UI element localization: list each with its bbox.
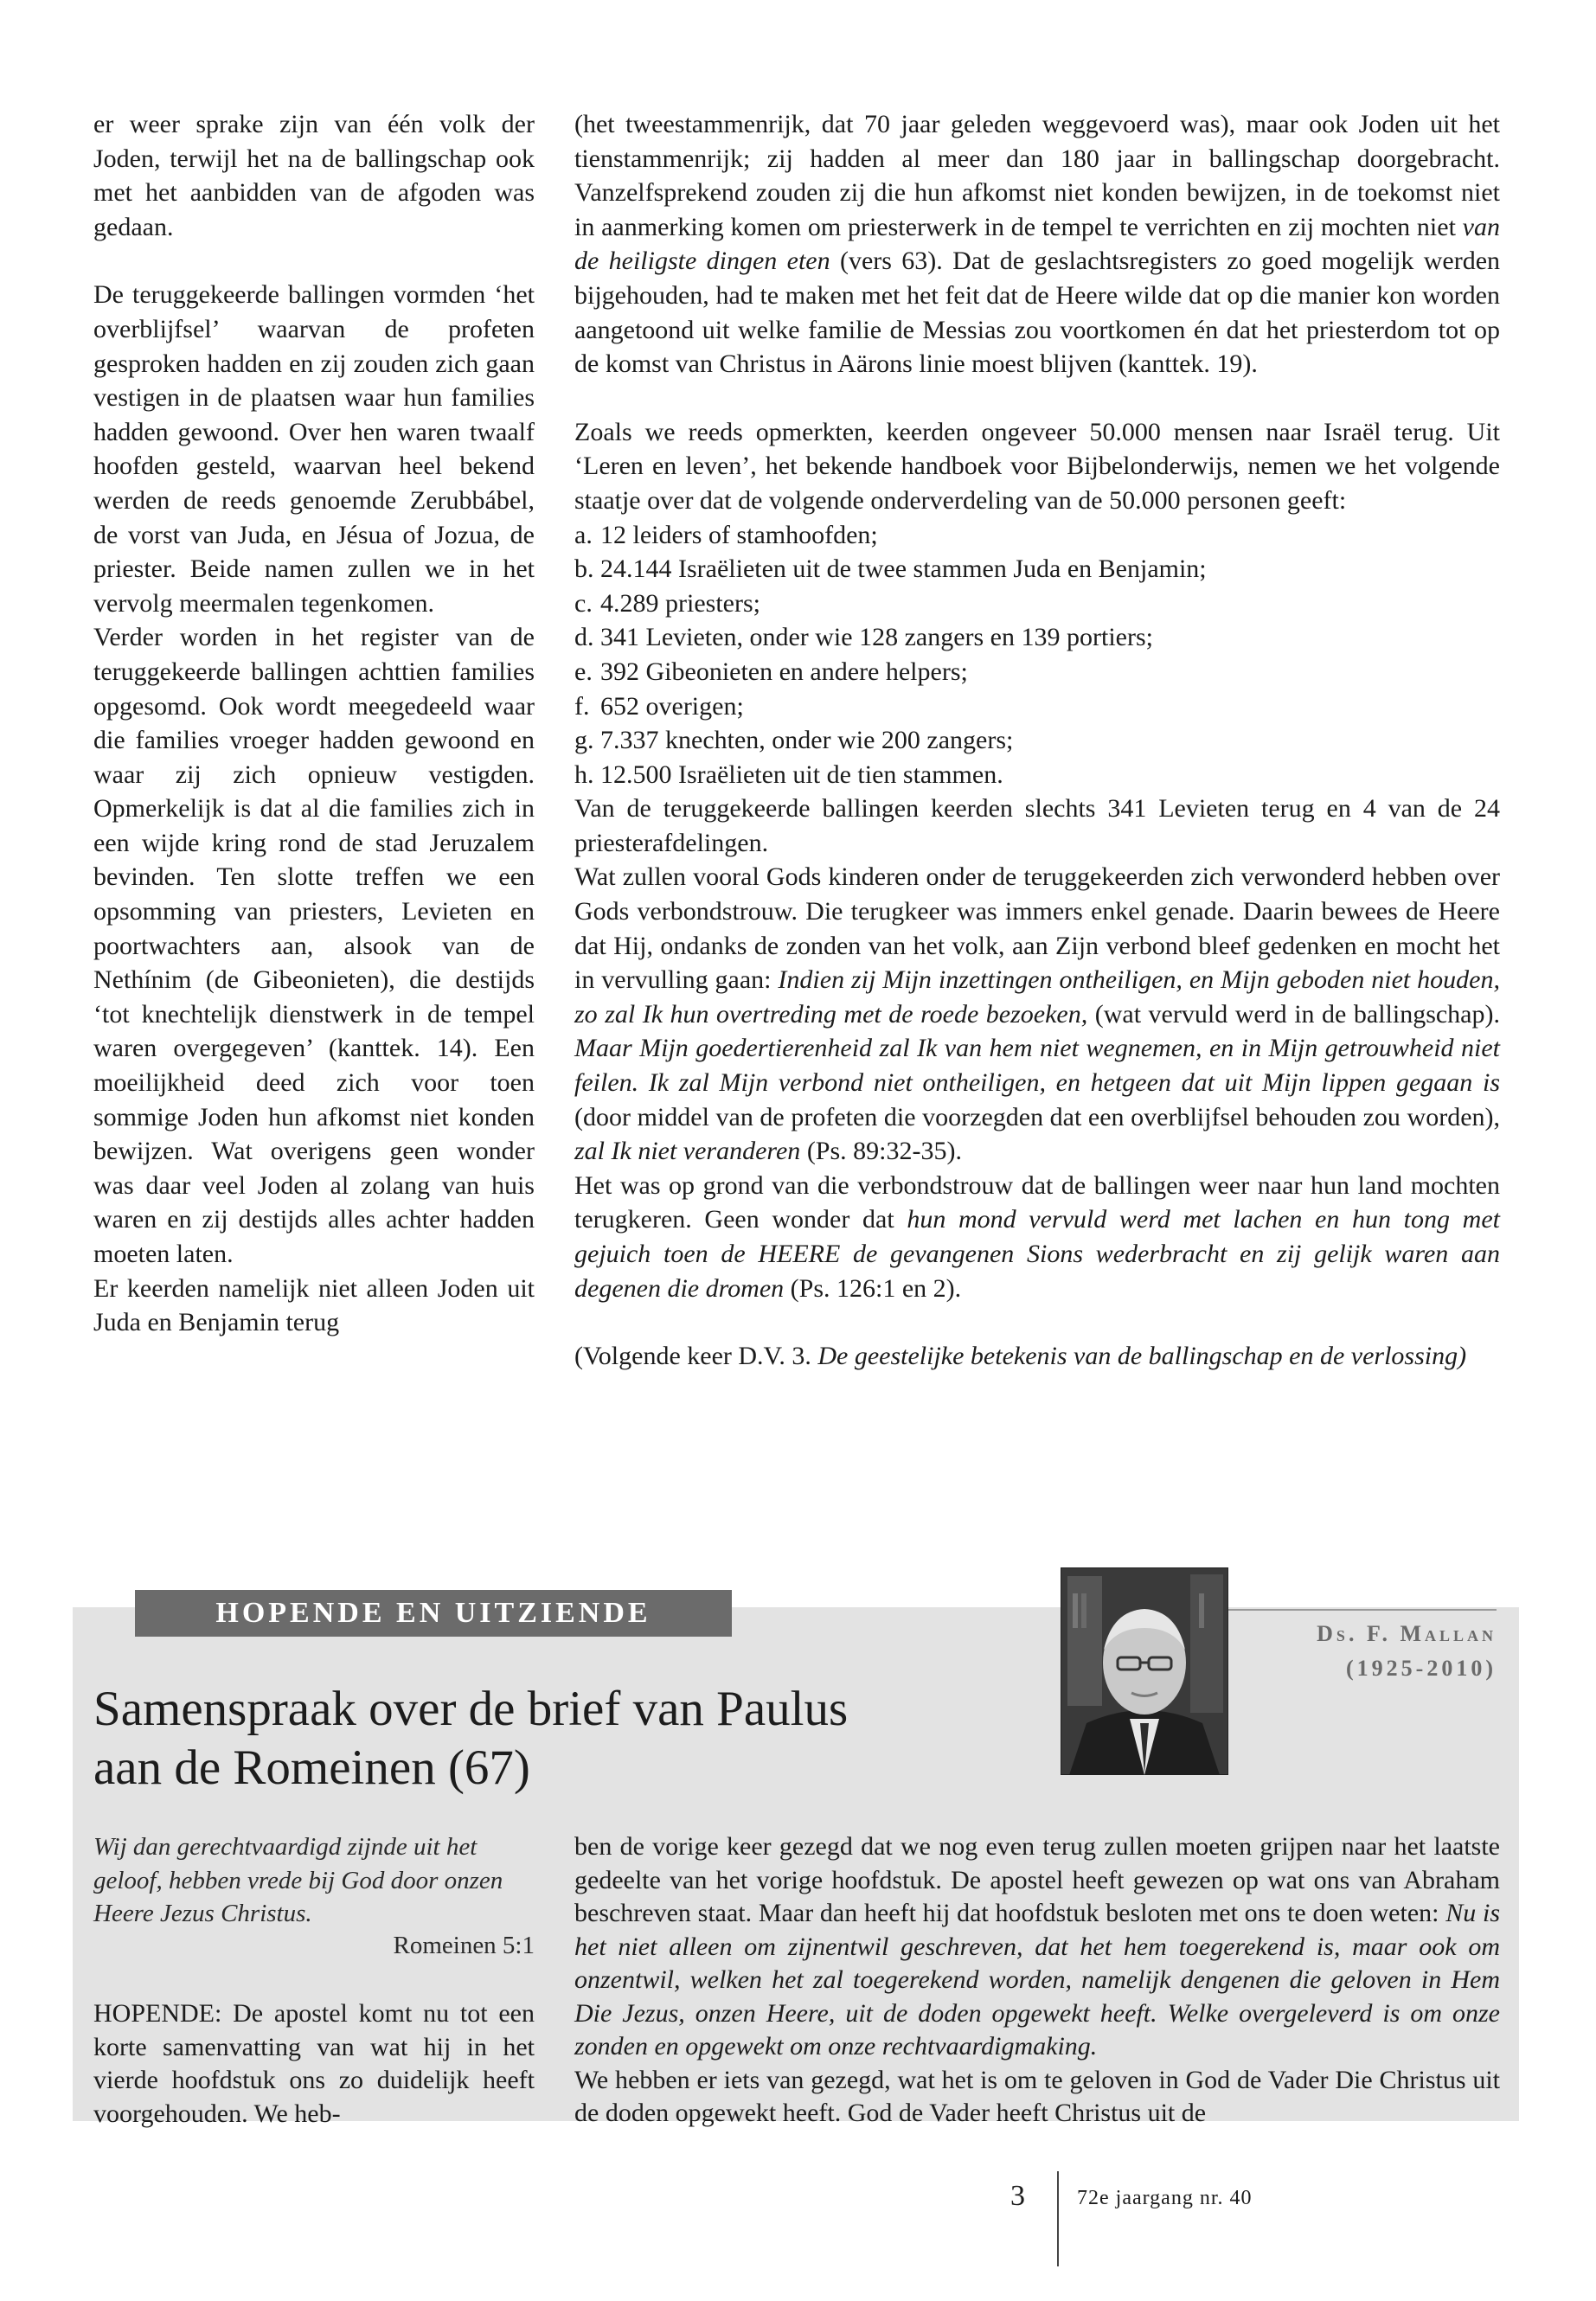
page-number: 3 [1010,2180,1025,2212]
list-item: b. 24.144 Israëlieten uit de twee stammen Juda en Benjamin; [574,554,1207,584]
header-rule [1228,1609,1497,1611]
right-paragraph-1: (het tweestammenrijk, dat 70 jaar geleden weggevoerd was), maar ook Joden uit het tienstammenrijk; zij hadden al meer dan 180 jaar in ballingschap doorgebracht. Vanzelfsprekend zouden zij die hun afkomst niet konden bewijzen, in de toekomst niet in aanmerking komen om priesterwerk in de tempel te verrichten en zij mochten niet van de heiligste dingen eten (vers 63). Dat de geslachtsregisters zo goed mogelijk werden bijgehouden, had te maken met het feit dat de Heere wilde dat op die manier kon worden aangetoond uit welke familie de Messias zou voortkomen én dat het priesterdom tot op de komst van Christus in Aärons linie moest blijven (kanttek. 19). [574,110,1501,379]
article-title: Samenspraak over de brief van Paulus aan de Romeinen (67) [93,1682,849,1795]
list-item: e. 392 Gibeonieten en andere helpers; [574,657,968,686]
right-column [574,107,1500,1374]
distribution-list [574,518,1500,792]
box-right-paragraph-1: ben de vorige keer gezegd dat we nog even terug zullen moeten grijpen naar het laatste gedeelte van het vorige hoofdstuk. De apostel heeft gewezen op wat ons van Abraham beschreven staat. Maar dan heeft hij dat hoofdstuk besloten met ons te doen weten: Nu is het niet alleen om zijnentwil geschreven, dat het hem toegerekend is, maar ook om onzentwil, welken het zal toegerekend worden, namelijk dengenen die geloven in Hem Die Jezus, onzen Heere, uit de doden opgewekt heeft. Welke overgeleverd is om onze zonden en opgewekt om onze rechtvaardigmaking. [574,1832,1500,2061]
left-paragraph-4: Er keerden namelijk niet alleen Joden uit Juda en Benjamin terug [93,1273,535,1337]
right-paragraph-4: Wat zullen vooral Gods kinderen onder de teruggekeerden zich verwonderd hebben over Gods verbondstrouw. Die terugkeer was immers enkel genade. Daarin bewees de Heere dat Hij, ondanks de zonden van het volk, aan Zijn verbond bleef gedenken en mocht het in vervulling gaan: Indien zij Mijn inzettingen ontheiligen, en Mijn geboden niet houden, zo zal Ik hun overtreding met de roede bezoeken, (wat vervuld werd in de ballingschap). Maar Mijn goedertierenheid zal Ik van hem niet wegnemen, en in Mijn getrouwheid niet feilen. Ik zal Mijn verbond niet ontheiligen, en hetgeen dat uit Mijn lippen gegaan is (door middel van de profeten die voorzegden dat een overblijfsel behouden zou worden), zal Ik niet veranderen (Ps. 89:32-35). [574,862,1500,1166]
epigraph-quote: Wij dan gerechtvaardigd zijnde uit het geloof, hebben vrede bij God door onzen Heere Jezus Christus. [93,1833,503,1927]
box-right-paragraph-2: We hebben er iets van gezegd, wat het is om te geloven in God de Vader Die Christus uit de doden opgewekt heeft. God de Vader heeft Christus uit de [574,2065,1500,2127]
list-item: h. 12.500 Israëlieten uit de tien stammen. [574,760,1003,789]
author-portrait [1061,1567,1228,1775]
box-left-text: HOPENDE: De apostel komt nu tot een korte samenvatting van wat hij in het vierde hoofdstuk ons zo duidelijk heeft voorgehouden. We heb- [93,1999,535,2128]
next-issue-note: (Volgende keer D.V. 3. De geestelijke betekenis van de ballingschap en de verlossing) [574,1342,1467,1371]
footer-divider [1057,2171,1059,2266]
left-paragraph-1: er weer sprake zijn van één volk der Joden, terwijl het na de ballingschap ook met het aanbidden van de afgoden was gedaan. [93,110,535,241]
right-paragraph-2: Zoals we reeds opmerkten, keerden ongeveer 50.000 mensen naar Israël terug. Uit ‘Leren en leven’, het bekende handboek voor Bijbelonderwijs, nemen we het volgende staatje over dat de volgende onderverdeling van de 50.000 personen geeft: [574,417,1500,515]
section-banner: HOPENDE EN UITZIENDE [135,1590,732,1637]
left-column [93,107,535,1340]
left-paragraph-2: De teruggekeerde ballingen vormden ‘het overblijfsel’ waarvan de profeten gesproken hadden en zij zouden zich gaan vestigen in de plaatsen waar hun families hadden gewoond. Over hen waren twaalf hoofden gesteld, waarvan heel bekend werden de reeds genoemde Zerubbábel, de vorst van Juda, en Jésua of Jozua, de priester. Beide namen zullen we in het vervolg meermalen tegenkomen. [93,280,535,618]
list-item: c. 4.289 priesters; [574,588,760,618]
issue-label: 72e jaargang nr. 40 [1077,2187,1253,2209]
box-right-text [574,1830,1500,2131]
epigraph-reference: Romeinen 5:1 [393,1932,535,1959]
list-item: f. 652 overigen; [574,691,744,721]
list-item: g. 7.337 knechten, onder wie 200 zangers; [574,726,1014,755]
right-paragraph-5: Het was op grond van die verbondstrouw dat de ballingen weer naar hun land mochten terugkeren. Geen wonder dat hun mond vervuld werd met lachen en hun tong met gejuich toen de HEERE de gevangenen Sions wederbracht en zij gelijk waren aan degenen die dromen (Ps. 126:1 en 2). [574,1170,1500,1303]
author-years: (1925-2010) [1346,1656,1497,1681]
right-paragraph-3: Van de teruggekeerde ballingen keerden slechts 341 Levieten terug en 4 van de 24 priesterafdelingen. [574,794,1500,857]
author-name: Ds. F. Mallan [1317,1621,1497,1646]
left-paragraph-3: Verder worden in het register van de teruggekeerde ballingen achttien families opgesomd. Ook wordt meegedeeld waar die families vroeger hadden gewoond en waar zij zich opnieuw vestigden. Opmerkelijk is dat al die families zich in een wijde kring rond de stad Jeruzalem bevinden. Ten slotte treffen we een opsomming van priesters, Levieten en poortwachters aan, alsook van de Nethínim (de Gibeonieten), die destijds ‘tot knechtelijk dienstwerk in de tempel waren overgegeven’ (kanttek. 14). Een moeilijkheid deed zich voor toen sommige Joden hun afkomst niet konden bewijzen. Wat overigens geen wonder was daar veel Joden al zolang van huis waren en zij destijds alles achter hadden moeten laten. [93,623,535,1268]
list-item: a. 12 leiders of stamhoofden; [574,520,878,549]
list-item: d. 341 Levieten, onder wie 128 zangers en 139 portiers; [574,623,1153,652]
